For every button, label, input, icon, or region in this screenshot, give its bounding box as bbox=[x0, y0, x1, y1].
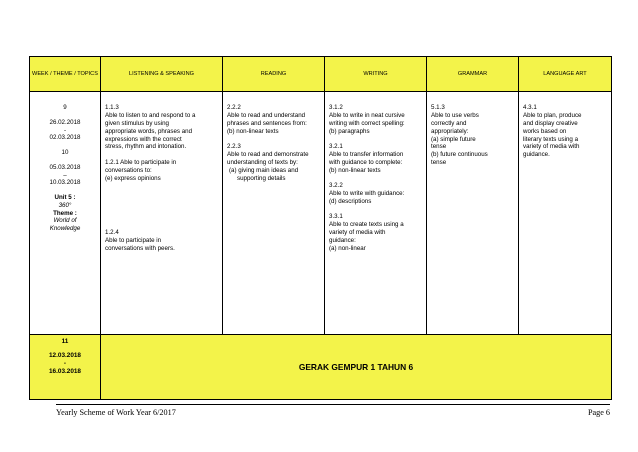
standard-code: 3.2.1 bbox=[329, 143, 343, 150]
standard-text: works based on bbox=[523, 127, 567, 135]
event-cell bbox=[101, 335, 612, 400]
standard-text: given stimulus by using bbox=[105, 119, 169, 127]
standard-code: 1.2.4 bbox=[105, 229, 119, 237]
standard-text: with guidance to complete: bbox=[329, 158, 403, 166]
week-date-separator: - bbox=[63, 126, 67, 134]
standard-text: Able to participate in bbox=[105, 237, 162, 245]
standard-text: supporting details bbox=[237, 174, 286, 182]
header-grammar: GRAMMAR bbox=[427, 57, 519, 92]
standard-text: Able to create texts using a bbox=[329, 221, 404, 228]
standard-code: 3.3.1 bbox=[329, 213, 343, 221]
week-date: 16.03.2018 bbox=[49, 368, 81, 375]
week-date-separator: – bbox=[63, 171, 67, 179]
week-date: 02.03.2018 bbox=[49, 134, 81, 142]
standard-text: phrases and sentences from: bbox=[227, 119, 307, 127]
standard-text: correctly and bbox=[431, 119, 467, 127]
scheme-of-work-table bbox=[29, 56, 612, 400]
header-writing: WRITING bbox=[325, 57, 427, 92]
event-title: GERAK GEMPUR 1 TAHUN 6 bbox=[298, 362, 414, 372]
table-row bbox=[30, 92, 612, 335]
standard-text: understanding of texts by: bbox=[227, 158, 298, 166]
grammar-cell bbox=[427, 92, 519, 335]
week-number: 10 bbox=[61, 149, 69, 156]
standard-code: 3.2.2 bbox=[329, 182, 343, 189]
standard-text: Able to read and understand bbox=[227, 111, 306, 119]
header-reading: READING bbox=[223, 57, 325, 92]
standard-text: Able to write in neat cursive bbox=[329, 111, 405, 119]
standard-text: (b) paragraphs bbox=[329, 127, 370, 135]
standard-text: guidance: bbox=[329, 236, 356, 244]
standard-code: 2.2.3 bbox=[227, 143, 241, 150]
standard-text: Able to transfer information bbox=[329, 150, 404, 158]
theme-label: Theme : bbox=[53, 209, 77, 217]
standard-text: and display creative bbox=[523, 119, 578, 127]
week-date: 05.03.2018 bbox=[49, 163, 81, 171]
standard-code: 3.1.2 bbox=[329, 104, 343, 111]
header-week-theme bbox=[30, 57, 101, 92]
week-theme-cell bbox=[30, 92, 101, 335]
standard-text: (a) giving main ideas and bbox=[229, 166, 299, 174]
standard-text: (a) non-linear bbox=[329, 244, 366, 252]
table-row bbox=[30, 335, 612, 400]
theme-name: World of bbox=[53, 217, 77, 225]
unit-name: 360° bbox=[58, 201, 72, 209]
standard-text: appropriately: bbox=[431, 127, 469, 135]
standard-code: 5.1.3 bbox=[431, 104, 445, 111]
standard-text: (a) simple future bbox=[431, 135, 476, 143]
standard-text: (b) future continuous bbox=[431, 151, 488, 159]
footer-page-number: Page 6 bbox=[587, 408, 610, 417]
standard-text: tense bbox=[431, 159, 447, 167]
theme-name: Knowledge bbox=[49, 225, 81, 232]
week-date: 26.02.2018 bbox=[49, 118, 81, 126]
standard-text: (b) non-linear texts bbox=[329, 166, 381, 174]
header-week-theme-label: WEEK / THEME / TOPICS bbox=[32, 70, 98, 77]
week-date-separator: - bbox=[63, 360, 67, 367]
week-number: 11 bbox=[61, 338, 69, 345]
week-number: 9 bbox=[63, 104, 67, 111]
standard-code: 1.1.3 bbox=[105, 104, 119, 111]
standard-text: conversations with peers. bbox=[105, 245, 175, 253]
standard-code: 2.2.2 bbox=[227, 104, 241, 111]
standard-text: (b) non-linear texts bbox=[227, 127, 279, 135]
standard-text: expressions with the correct bbox=[105, 135, 182, 143]
standard-text: tense bbox=[431, 143, 447, 151]
standard-text: Able to listen to and respond to a bbox=[105, 111, 196, 119]
standard-text: (e) express opinions bbox=[105, 174, 161, 182]
standard-text: Able to plan, produce bbox=[523, 111, 582, 119]
standard-text: stress, rhythm and intonation. bbox=[105, 143, 187, 151]
week-date: 10.03.2018 bbox=[49, 179, 81, 187]
standard-text: variety of media with bbox=[523, 143, 580, 151]
standard-text: Able to write with guidance: bbox=[329, 189, 405, 197]
standard-text: writing with correct spelling: bbox=[329, 119, 405, 127]
standard-text: Able to read and demonstrate bbox=[227, 150, 309, 158]
writing-cell bbox=[325, 92, 427, 335]
header-language-art: LANGUAGE ART bbox=[519, 57, 612, 92]
reading-cell bbox=[223, 92, 325, 335]
standard-text: guidance. bbox=[523, 151, 550, 159]
page-footer bbox=[56, 404, 610, 417]
header-listening-speaking: LISTENING & SPEAKING bbox=[101, 57, 223, 92]
week-cell bbox=[30, 335, 101, 400]
standard-code: 1.2.1 Able to participate in bbox=[105, 158, 177, 166]
standard-text: variety of media with bbox=[329, 228, 386, 236]
unit-label: Unit 5 : bbox=[54, 194, 76, 201]
listening-speaking-cell bbox=[101, 92, 223, 335]
footer-document-title: Yearly Scheme of Work Year 6/2017 bbox=[56, 408, 176, 417]
standard-text: conversations to: bbox=[105, 166, 152, 174]
standard-code: 4.3.1 bbox=[523, 104, 537, 111]
language-art-cell bbox=[519, 92, 612, 335]
table-header-row bbox=[30, 57, 612, 92]
standard-text: Able to use verbs bbox=[431, 111, 479, 119]
standard-text: literary texts using a bbox=[523, 135, 579, 143]
standard-text: appropriate words, phrases and bbox=[105, 127, 193, 135]
standard-text: (d) descriptions bbox=[329, 197, 372, 205]
week-date: 12.03.2018 bbox=[49, 352, 81, 359]
